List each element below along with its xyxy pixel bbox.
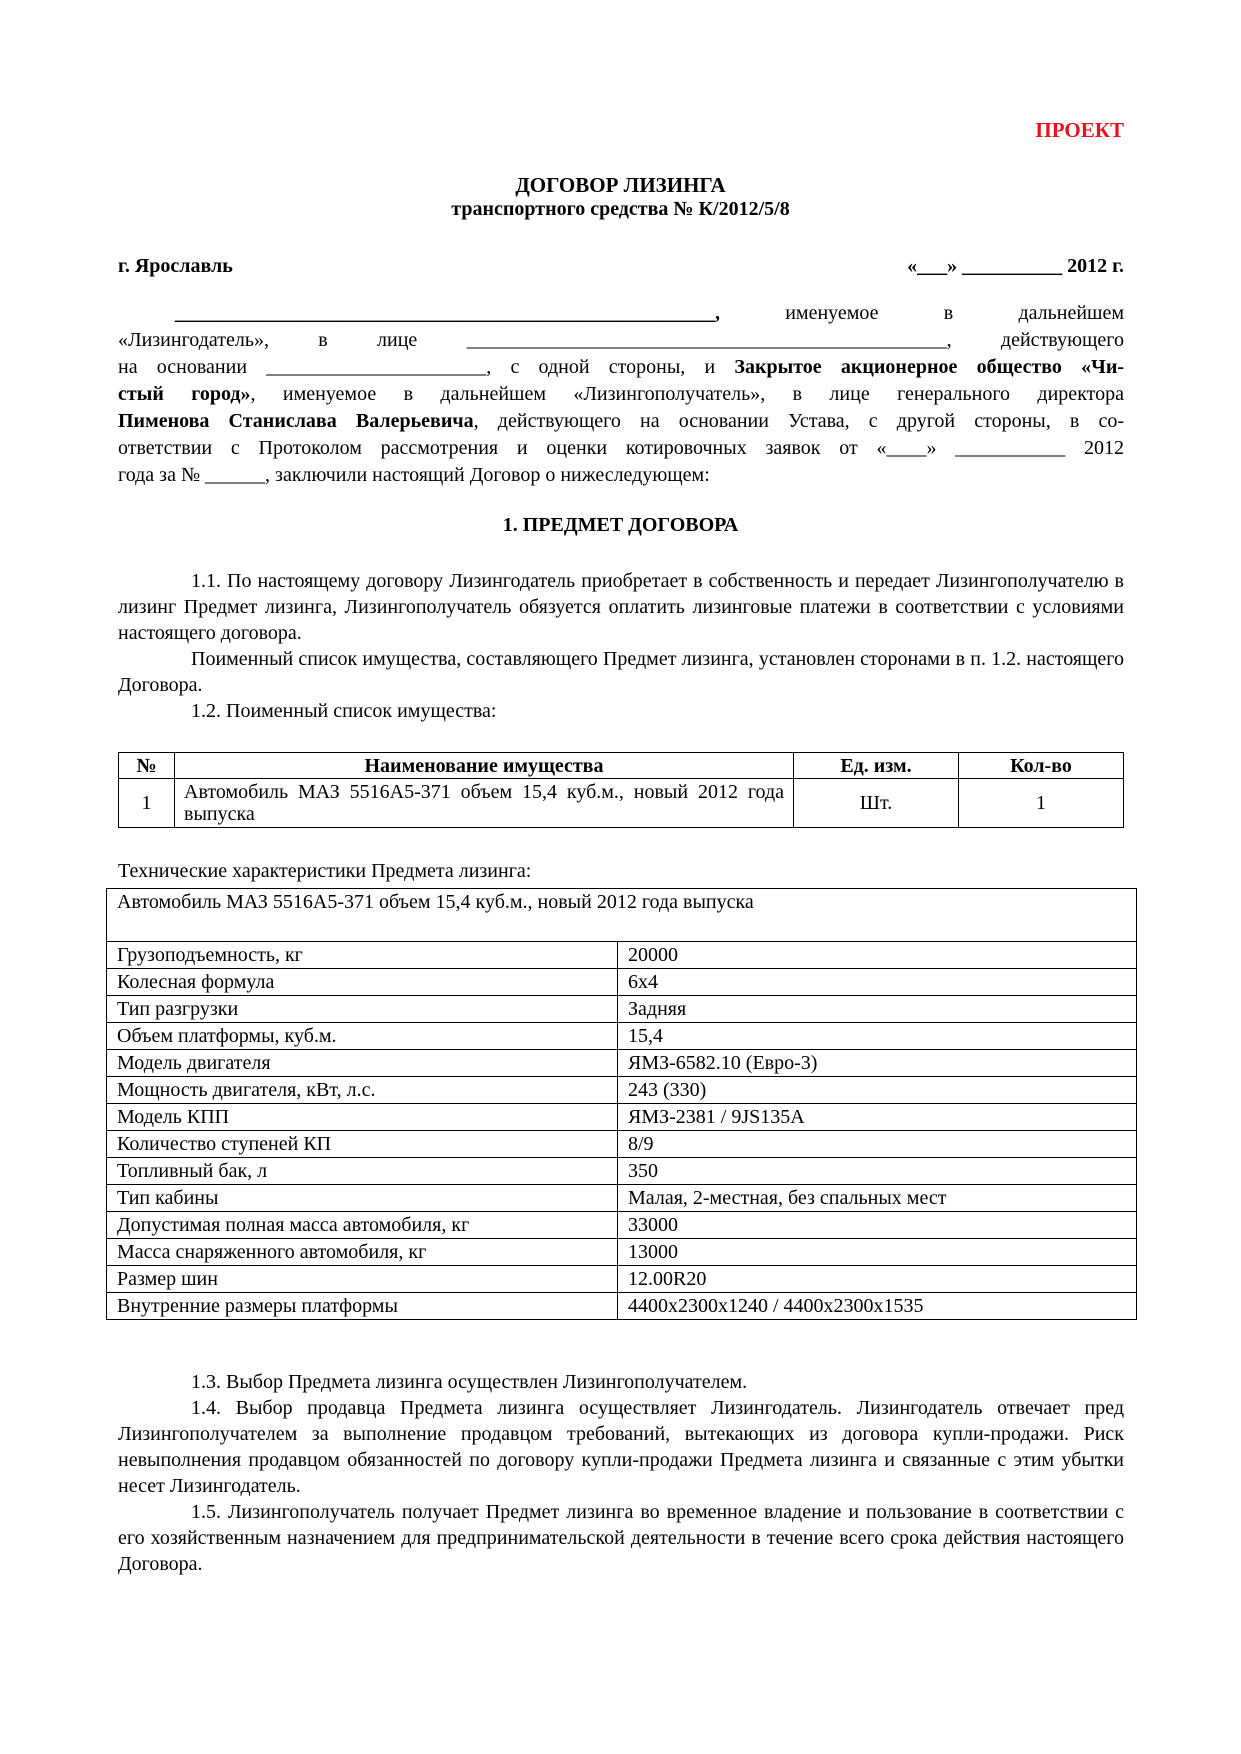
spec-value: 243 (330) (618, 1077, 1137, 1104)
spec-property: Количество ступеней КП (107, 1131, 618, 1158)
spec-row (107, 996, 1137, 1023)
preamble-line: «Лизингодатель», в лице ________________________________________________, действующего (118, 329, 1124, 351)
spec-value: 12.00R20 (618, 1266, 1137, 1293)
spec-value: 350 (618, 1158, 1137, 1185)
section-1-rest (118, 1369, 1124, 1577)
spec-value: ЯМЗ-6582.10 (Евро-3) (618, 1050, 1137, 1077)
spec-table (106, 888, 1137, 1320)
spec-row (107, 1185, 1137, 1212)
spec-property: Топливный бак, л (107, 1158, 618, 1185)
column-header: Ед. изм. (794, 753, 959, 779)
contract-date: «___» __________ 2012 г. (907, 255, 1124, 277)
section-1-intro (118, 568, 1124, 724)
table-row (119, 779, 1124, 828)
paragraph: 1.3. Выбор Предмета лизинга осуществлен Лизингополучателем. (191, 1371, 748, 1393)
spec-row (107, 1077, 1137, 1104)
preamble-line: стый город», именуемое в дальнейшем «Лизингополучатель», в лице генерального директора (118, 383, 1124, 405)
preamble-line: на основании ______________________, с одной стороны, и Закрытое акционерное общество «Чи- (118, 356, 1125, 378)
table-cell: 1 (119, 779, 175, 828)
paragraph: 1.2. Поименный список имущества: (191, 700, 497, 722)
preamble-line: года за № ______, заключили настоящий Договор о нижеследующем: (118, 464, 710, 486)
spec-property: Допустимая полная масса автомобиля, кг (107, 1212, 618, 1239)
preamble-line: Пименова Станислава Валерьевича, действующего на основании Устава, с другой стороны, в со- (118, 410, 1124, 432)
table-cell: Автомобиль МАЗ 5516А5-371 объем 15,4 куб.м., новый 2012 года выпуска (175, 779, 794, 828)
table-cell: Шт. (794, 779, 959, 828)
document-title: ДОГОВОР ЛИЗИНГА (515, 173, 726, 197)
spec-value: Задняя (618, 996, 1137, 1023)
preamble (118, 300, 1124, 489)
spec-row (107, 1050, 1137, 1077)
document-subtitle: транспортного средства № К/2012/5/8 (451, 198, 790, 220)
table-header-row (119, 753, 1124, 779)
spec-value: 8/9 (618, 1131, 1137, 1158)
spec-row (107, 942, 1137, 969)
spec-value: 15,4 (618, 1023, 1137, 1050)
spec-property: Внутренние размеры платформы (107, 1293, 618, 1320)
spec-property: Модель двигателя (107, 1050, 618, 1077)
paragraph: Поименный список имущества, составляющего Предмет лизинга, установлен сторонами в п. 1.2. настоящего Договора. (118, 648, 1124, 696)
spec-row (107, 1131, 1137, 1158)
paragraph: 1.5. Лизингополучатель получает Предмет лизинга во временное владение и пользование в соответствии с его хозяйственным назначением для предпринимательской деятельности в течение всего срока действия настоящего Договора. (118, 1501, 1124, 1575)
spec-row (107, 1212, 1137, 1239)
paragraph: 1.4. Выбор продавца Предмета лизинга осуществляет Лизингодатель. Лизингодатель отвечает пред Лизингополучателем за выполнение продавцом требований, вытекающих из договора купли-продажи. Риск невыполнения продавцом обязанностей по договору купли-продажи Предмета лизинга и связанные с этим убытки несет Лизингодатель. (118, 1397, 1124, 1497)
spec-caption: Технические характеристики Предмета лизинга: (118, 860, 532, 882)
spec-value: 13000 (618, 1239, 1137, 1266)
column-header: Кол-во (959, 753, 1124, 779)
spec-value: 33000 (618, 1212, 1137, 1239)
spec-value: ЯМЗ-2381 / 9JS135A (618, 1104, 1137, 1131)
items-table (118, 752, 1124, 828)
spec-property: Колесная формула (107, 969, 618, 996)
spec-value: Малая, 2-местная, без спальных мест (618, 1185, 1137, 1212)
spec-row (107, 1266, 1137, 1293)
spec-row (107, 1104, 1137, 1131)
spec-property: Размер шин (107, 1266, 618, 1293)
preamble-line: ответствии с Протоколом рассмотрения и оценки котировочных заявок от «____» ___________ 2012 (118, 437, 1124, 459)
spec-property: Тип кабины (107, 1185, 618, 1212)
spec-header: Автомобиль МАЗ 5516А5-371 объем 15,4 куб.м., новый 2012 года выпуска (107, 889, 1137, 942)
column-header: № (119, 753, 175, 779)
spec-value: 4400х2300х1240 / 4400х2300х1535 (618, 1293, 1137, 1320)
spec-header-row (107, 889, 1137, 942)
column-header: Наименование имущества (175, 753, 794, 779)
draft-stamp: ПРОЕКТ (1035, 118, 1124, 142)
spec-row (107, 1158, 1137, 1185)
spec-property: Грузоподъемность, кг (107, 942, 618, 969)
spec-property: Модель КПП (107, 1104, 618, 1131)
spec-row (107, 969, 1137, 996)
section-title: 1. ПРЕДМЕТ ДОГОВОРА (502, 514, 739, 536)
city: г. Ярославль (118, 255, 233, 277)
spec-row (107, 1239, 1137, 1266)
spec-row (107, 1293, 1137, 1320)
spec-value: 6х4 (618, 969, 1137, 996)
spec-row (107, 1023, 1137, 1050)
spec-property: Тип разгрузки (107, 996, 618, 1023)
paragraph: 1.1. По настоящему договору Лизингодатель приобретает в собственность и передает Лизингополучателю в лизинг Предмет лизинга, Лизингополучатель обязуется оплатить лизинговые платежи в соответствии с условиями настоящего договора. (118, 570, 1124, 644)
spec-value: 20000 (618, 942, 1137, 969)
table-cell: 1 (959, 779, 1124, 828)
spec-property: Объем платформы, куб.м. (107, 1023, 618, 1050)
preamble-line: ______________________________________________________, именуемое в дальнейшем (175, 302, 1124, 324)
spec-property: Масса снаряженного автомобиля, кг (107, 1239, 618, 1266)
spec-property: Мощность двигателя, кВт, л.с. (107, 1077, 618, 1104)
